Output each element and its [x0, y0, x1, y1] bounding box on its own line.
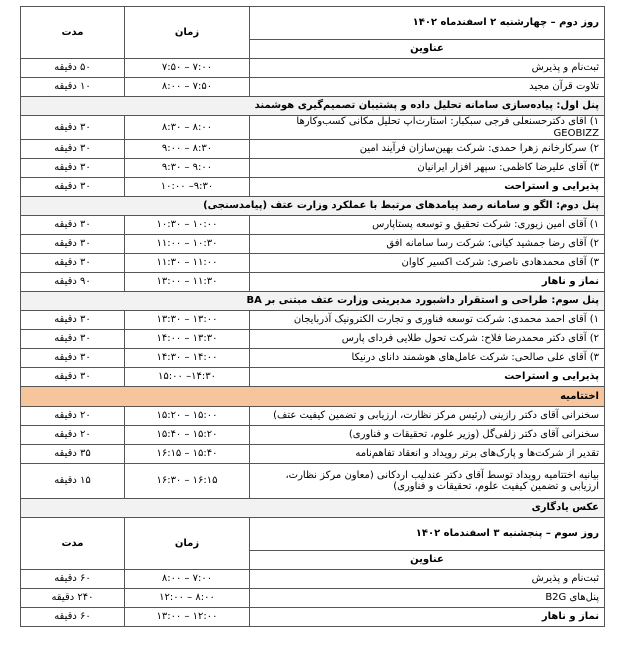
session-title: ۳) آقای علیرضا کاظمی: سپهر افزار ایرانیان: [250, 159, 605, 178]
session-time: ۱۱:۰۰ – ۱۱:۳۰: [125, 254, 250, 273]
session-duration: ۳۵ دقیقه: [21, 445, 125, 464]
session-time: ۱۴:۳۰– ۱۵:۰۰: [125, 368, 250, 387]
session-title: ثبت‌نام و پذیرش: [250, 59, 605, 78]
panel-header-row: [21, 197, 605, 216]
day2-header-row: [21, 7, 605, 40]
session-duration: ۳۰ دقیقه: [21, 216, 125, 235]
time-column-header: زمان: [125, 7, 250, 59]
session-duration: ۳۰ دقیقه: [21, 178, 125, 197]
day3-header-row: [21, 518, 605, 551]
session-time: ۱۰:۳۰ – ۱۱:۰۰: [125, 235, 250, 254]
break-title: پذیرایی و استراحت: [250, 178, 605, 197]
session-duration: ۳۰ دقیقه: [21, 235, 125, 254]
day2-title: روز دوم – چهارشنبه ۲ اسفندماه ۱۴۰۲: [250, 7, 605, 40]
session-time: ۱۵:۴۰ – ۱۶:۱۵: [125, 445, 250, 464]
session-duration: ۳۰ دقیقه: [21, 368, 125, 387]
table-row: [21, 349, 605, 368]
session-duration: ۳۰ دقیقه: [21, 311, 125, 330]
photo-title: عکس یادگاری: [21, 499, 605, 518]
session-time: ۷:۰۰ – ۸:۰۰: [125, 570, 250, 589]
table-row: [21, 116, 605, 140]
session-title: ۳) آقای محمدهادی ناصری: شرکت اکسیر کاوان: [250, 254, 605, 273]
break-row: [21, 178, 605, 197]
session-time: ۸:۳۰ – ۹:۰۰: [125, 140, 250, 159]
table-row: [21, 570, 605, 589]
titles-column-header: عناوین: [250, 551, 605, 570]
session-title: پنل‌های B2G: [250, 589, 605, 608]
panel-header-row: [21, 292, 605, 311]
break-title: نماز و ناهار: [250, 608, 605, 627]
session-time: ۷:۵۰ – ۸:۰۰: [125, 78, 250, 97]
session-title: سخنرانی آقای دکتر زلفی‌گل (وزیر علوم، تحقیقات و فناوری): [250, 426, 605, 445]
table-row: [21, 464, 605, 499]
session-title: ۲) آقای دکتر محمدرضا فلاح: شرکت تحول طلایی فردای پارس: [250, 330, 605, 349]
session-time: ۹:۰۰ – ۹:۳۰: [125, 159, 250, 178]
table-row: [21, 159, 605, 178]
session-time: ۸:۰۰ – ۱۲:۰۰: [125, 589, 250, 608]
panel-title: پنل سوم: طراحی و استقرار داشبورد مدیریتی وزارت عتف مبتنی بر BA: [21, 292, 605, 311]
session-time: ۱۰:۰۰ – ۱۰:۳۰: [125, 216, 250, 235]
session-duration: ۳۰ دقیقه: [21, 159, 125, 178]
closing-title: اختتامیه: [21, 387, 605, 407]
session-time: ۷:۰۰ – ۷:۵۰: [125, 59, 250, 78]
session-duration: ۶۰ دقیقه: [21, 608, 125, 627]
session-time: ۱۵:۲۰ – ۱۵:۴۰: [125, 426, 250, 445]
session-title: ۲) سرکارخانم زهرا حمدی: شرکت بهین‌سازان فرآیند امین: [250, 140, 605, 159]
break-title: پذیرایی و استراحت: [250, 368, 605, 387]
session-duration: ۱۵ دقیقه: [21, 464, 125, 499]
table-row: [21, 311, 605, 330]
table-row: [21, 445, 605, 464]
session-duration: ۳۰ دقیقه: [21, 254, 125, 273]
session-duration: ۳۰ دقیقه: [21, 330, 125, 349]
session-duration: ۳۰ دقیقه: [21, 140, 125, 159]
session-duration: ۵۰ دقیقه: [21, 59, 125, 78]
time-column-header: زمان: [125, 518, 250, 570]
panel-title: پنل دوم: الگو و سامانه رصد پیامدهای مرتبط با عملکرد وزارت عتف (پیامدسنجی): [21, 197, 605, 216]
session-duration: ۲۰ دقیقه: [21, 407, 125, 426]
session-time: ۱۳:۳۰ – ۱۴:۰۰: [125, 330, 250, 349]
session-time: ۱۵:۰۰ – ۱۵:۲۰: [125, 407, 250, 426]
table-row: [21, 59, 605, 78]
panel-title: پنل اول: پیاده‌سازی سامانه تحلیل داده و پشتیبان تصمیم‌گیری هوشمند: [21, 97, 605, 116]
session-title: بیانیه اختتامیه رویداد توسط آقای دکتر عندلیب اردکانی (معاون مرکز نظارت، ارزیابی و تضمین کیفیت علوم، تحقیقات و فناوری): [250, 464, 605, 499]
table-row: [21, 235, 605, 254]
schedule-table: [20, 6, 605, 627]
closing-header-row: [21, 387, 605, 407]
table-row: [21, 78, 605, 97]
session-duration: ۳۰ دقیقه: [21, 349, 125, 368]
break-title: نماز و ناهار: [250, 273, 605, 292]
table-row: [21, 589, 605, 608]
session-title: ۲) آقای رضا جمشید کیانی: شرکت رسا سامانه افق: [250, 235, 605, 254]
session-duration: ۲۴۰ دقیقه: [21, 589, 125, 608]
table-row: [21, 330, 605, 349]
session-duration: ۲۰ دقیقه: [21, 426, 125, 445]
session-duration: ۶۰ دقیقه: [21, 570, 125, 589]
table-row: [21, 426, 605, 445]
titles-column-header: عناوین: [250, 40, 605, 59]
day3-title: روز سوم – پنجشنبه ۳ اسفندماه ۱۴۰۲: [250, 518, 605, 551]
break-row: [21, 273, 605, 292]
session-title: ثبت‌نام و پذیرش: [250, 570, 605, 589]
session-duration: ۹۰ دقیقه: [21, 273, 125, 292]
session-title: ۱) آقای احمد محمدی: شرکت توسعه فناوری و تجارت الکترونیک آذربایجان: [250, 311, 605, 330]
session-time: ۱۲:۰۰ – ۱۳:۰۰: [125, 608, 250, 627]
session-title: ۱) آقای امین زیوری: شرکت تحقیق و توسعه پستاپارس: [250, 216, 605, 235]
duration-column-header: مدت: [21, 518, 125, 570]
session-title: ۱) آقای دکترحسنعلی فرجی سبکبار: استارت‌آپ تحلیل مکانی کسب‌وکارها GEOBIZZ: [250, 116, 605, 140]
table-row: [21, 216, 605, 235]
break-row: [21, 608, 605, 627]
panel-header-row: [21, 97, 605, 116]
photo-row: [21, 499, 605, 518]
session-title: ۳) آقای علی صالحی: شرکت عامل‌های هوشمند دانای درنیکا: [250, 349, 605, 368]
table-row: [21, 407, 605, 426]
session-time: ۱۴:۰۰ – ۱۴:۳۰: [125, 349, 250, 368]
session-time: ۱۱:۳۰ – ۱۳:۰۰: [125, 273, 250, 292]
session-title: تقدیر از شرکت‌ها و پارک‌های برتر رویداد و انعقاد تفاهم‌نامه: [250, 445, 605, 464]
session-time: ۱۳:۰۰ – ۱۳:۳۰: [125, 311, 250, 330]
session-duration: ۱۰ دقیقه: [21, 78, 125, 97]
session-time: ۹:۳۰– ۱۰:۰۰: [125, 178, 250, 197]
duration-column-header: مدت: [21, 7, 125, 59]
session-title: تلاوت قرآن مجید: [250, 78, 605, 97]
session-time: ۸:۰۰ – ۸:۳۰: [125, 116, 250, 140]
session-duration: ۳۰ دقیقه: [21, 116, 125, 140]
session-time: ۱۶:۱۵ – ۱۶:۳۰: [125, 464, 250, 499]
table-row: [21, 140, 605, 159]
table-row: [21, 254, 605, 273]
break-row: [21, 368, 605, 387]
session-title: سخنرانی آقای دکتر رازینی (رئیس مرکز نظارت، ارزیابی و تضمین کیفیت عتف): [250, 407, 605, 426]
